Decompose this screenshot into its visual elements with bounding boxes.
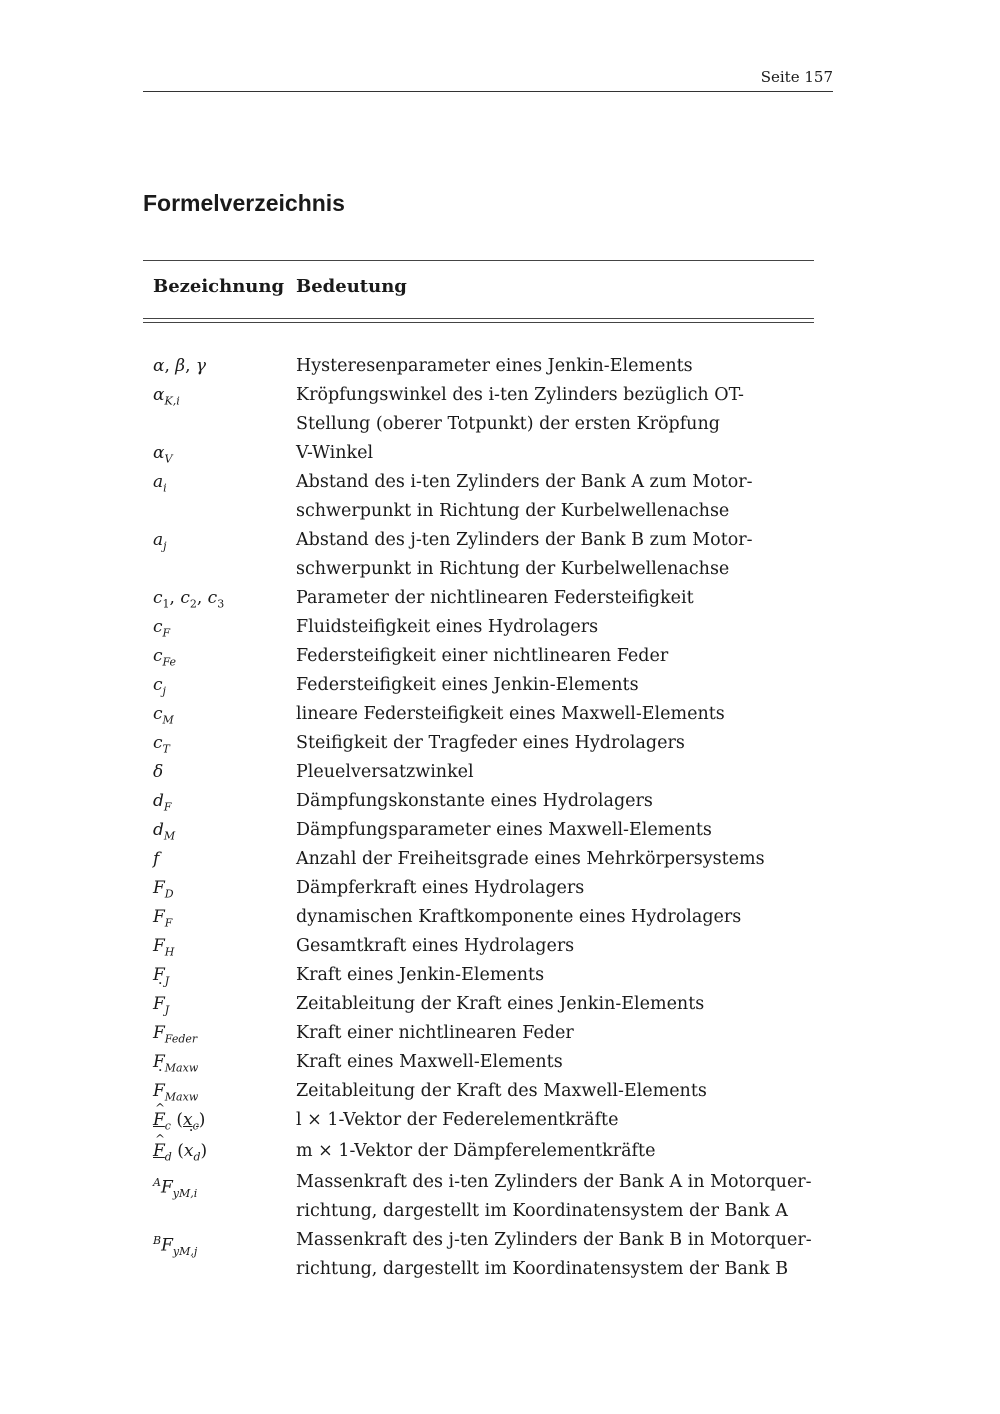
table-row [0, 1106, 1000, 1137]
meaning: l × 1-Vektor der Federelementkräfte [296, 1110, 619, 1130]
symbol: $^AF_{yM,i}$ [153, 1176, 198, 1201]
column-header-symbol: Bezeichnung [153, 276, 285, 297]
meaning: V-Winkel [296, 443, 374, 463]
meaning: Fluidsteifigkeit eines Hydrolagers [296, 617, 599, 637]
formula-table [0, 352, 1000, 1284]
symbol: $c_j$ [153, 675, 166, 698]
symbol: $\alpha_V$ [153, 443, 173, 466]
meaning: Federsteifigkeit einer nichtlinearen Feder [296, 646, 669, 666]
symbol: $^BF_{yM,j}$ [153, 1234, 198, 1259]
table-row [0, 439, 1000, 468]
meaning: Kraft eines Maxwell-Elements [296, 1052, 563, 1072]
meaning: m × 1-Vektor der Dämpferelementkräfte [296, 1141, 656, 1161]
meaning: Kröpfungswinkel des i-ten Zylinders bezüglich OT-Stellung (oberer Totpunkt) der ersten Kröpfung [296, 385, 744, 434]
page-title: Formelverzeichnis [143, 190, 345, 216]
symbol: $F_J$ [153, 965, 170, 988]
meaning: Parameter der nichtlinearen Federsteifigkeit [296, 588, 694, 608]
table-row [0, 758, 1000, 787]
table-row [0, 1226, 1000, 1284]
table-row [0, 874, 1000, 903]
table-row [0, 584, 1000, 613]
table-row [0, 1048, 1000, 1077]
table-row [0, 961, 1000, 990]
table-row [0, 381, 1000, 439]
symbol: $F_{Feder}$ [153, 1023, 198, 1046]
table-row [0, 700, 1000, 729]
table-row [0, 642, 1000, 671]
meaning: Zeitableitung der Kraft des Maxwell-Elements [296, 1081, 707, 1101]
symbol: $c_1$, $c_2$, $c_3$ [153, 588, 225, 611]
meaning: Dämpfungskonstante eines Hydrolagers [296, 791, 653, 811]
meaning: Kraft eines Jenkin-Elements [296, 965, 545, 985]
table-header-rule [143, 318, 814, 323]
symbol: $a_i$ [153, 472, 167, 495]
symbol: $c_{Fe}$ [153, 646, 177, 669]
table-row [0, 903, 1000, 932]
table-row [0, 613, 1000, 642]
symbol: $F_{Maxw}$ [153, 1052, 199, 1075]
symbol: $d_M$ [153, 820, 176, 843]
table-row [0, 990, 1000, 1019]
table-row [0, 729, 1000, 758]
table-row [0, 1077, 1000, 1106]
table-row [0, 671, 1000, 700]
page-header [143, 66, 833, 92]
meaning: Kraft einer nichtlinearen Feder [296, 1023, 574, 1043]
symbol: $d_F$ [153, 791, 172, 814]
table-row [0, 468, 1000, 526]
meaning: Dämpfungsparameter eines Maxwell-Elements [296, 820, 712, 840]
table-row [0, 1168, 1000, 1226]
table-row [0, 1019, 1000, 1048]
symbol: f [153, 849, 160, 869]
meaning: Steifigkeit der Tragfeder eines Hydrolagers [296, 733, 685, 753]
symbol: $F_H$ [153, 936, 175, 959]
table-row [0, 352, 1000, 381]
meaning: Anzahl der Freiheitsgrade eines Mehrkörpersystems [296, 849, 765, 869]
symbol: $c_T$ [153, 733, 170, 756]
meaning: Federsteifigkeit eines Jenkin-Elements [296, 675, 639, 695]
symbol: δ [153, 762, 164, 782]
symbol: $F_F$ [153, 907, 173, 930]
meaning: Pleuelversatzwinkel [296, 762, 474, 782]
page-number: Seite 157 [760, 68, 833, 86]
column-header-meaning: Bedeutung [296, 276, 407, 297]
table-row [0, 787, 1000, 816]
symbol: ^ $F_d$ (˙ $x_d$) [153, 1137, 207, 1171]
symbol: $c_M$ [153, 704, 174, 727]
table-row [0, 1137, 1000, 1168]
table-top-rule [143, 260, 814, 261]
meaning: Abstand des j-ten Zylinders der Bank B zum Motor-schwerpunkt in Richtung der Kurbelwellenachse [296, 530, 753, 579]
symbol: $F_D$ [153, 878, 174, 901]
symbol: ^ $F_c$ $(x_c)$ [153, 1106, 205, 1140]
meaning: Gesamtkraft eines Hydrolagers [296, 936, 575, 956]
table-row [0, 932, 1000, 961]
symbol: $a_j$ [153, 530, 167, 553]
meaning: Massenkraft des j-ten Zylinders der Bank B in Motorquer-richtung, dargestellt im Koordinatensystem der Bank B [296, 1230, 812, 1279]
table-row [0, 816, 1000, 845]
meaning: Abstand des i-ten Zylinders der Bank A zum Motor-schwerpunkt in Richtung der Kurbelwellenachse [296, 472, 753, 521]
symbol: $\alpha_{K,i}$ [153, 385, 180, 408]
symbol: α, β, γ [153, 356, 207, 376]
symbol: ˙ $F_J$ [153, 990, 169, 1024]
meaning: Dämpferkraft eines Hydrolagers [296, 878, 585, 898]
meaning: lineare Federsteifigkeit eines Maxwell-Elements [296, 704, 725, 724]
meaning: Hysteresenparameter eines Jenkin-Elements [296, 356, 693, 376]
meaning: Zeitableitung der Kraft eines Jenkin-Elements [296, 994, 705, 1014]
meaning: dynamischen Kraftkomponente eines Hydrolagers [296, 907, 742, 927]
meaning: Massenkraft des i-ten Zylinders der Bank A in Motorquer-richtung, dargestellt im Koordinatensystem der Bank A [296, 1172, 812, 1221]
symbol: $c_F$ [153, 617, 171, 640]
symbol: ˙ $F_{Maxw}$ [153, 1077, 198, 1111]
table-row [0, 526, 1000, 584]
table-row [0, 845, 1000, 874]
